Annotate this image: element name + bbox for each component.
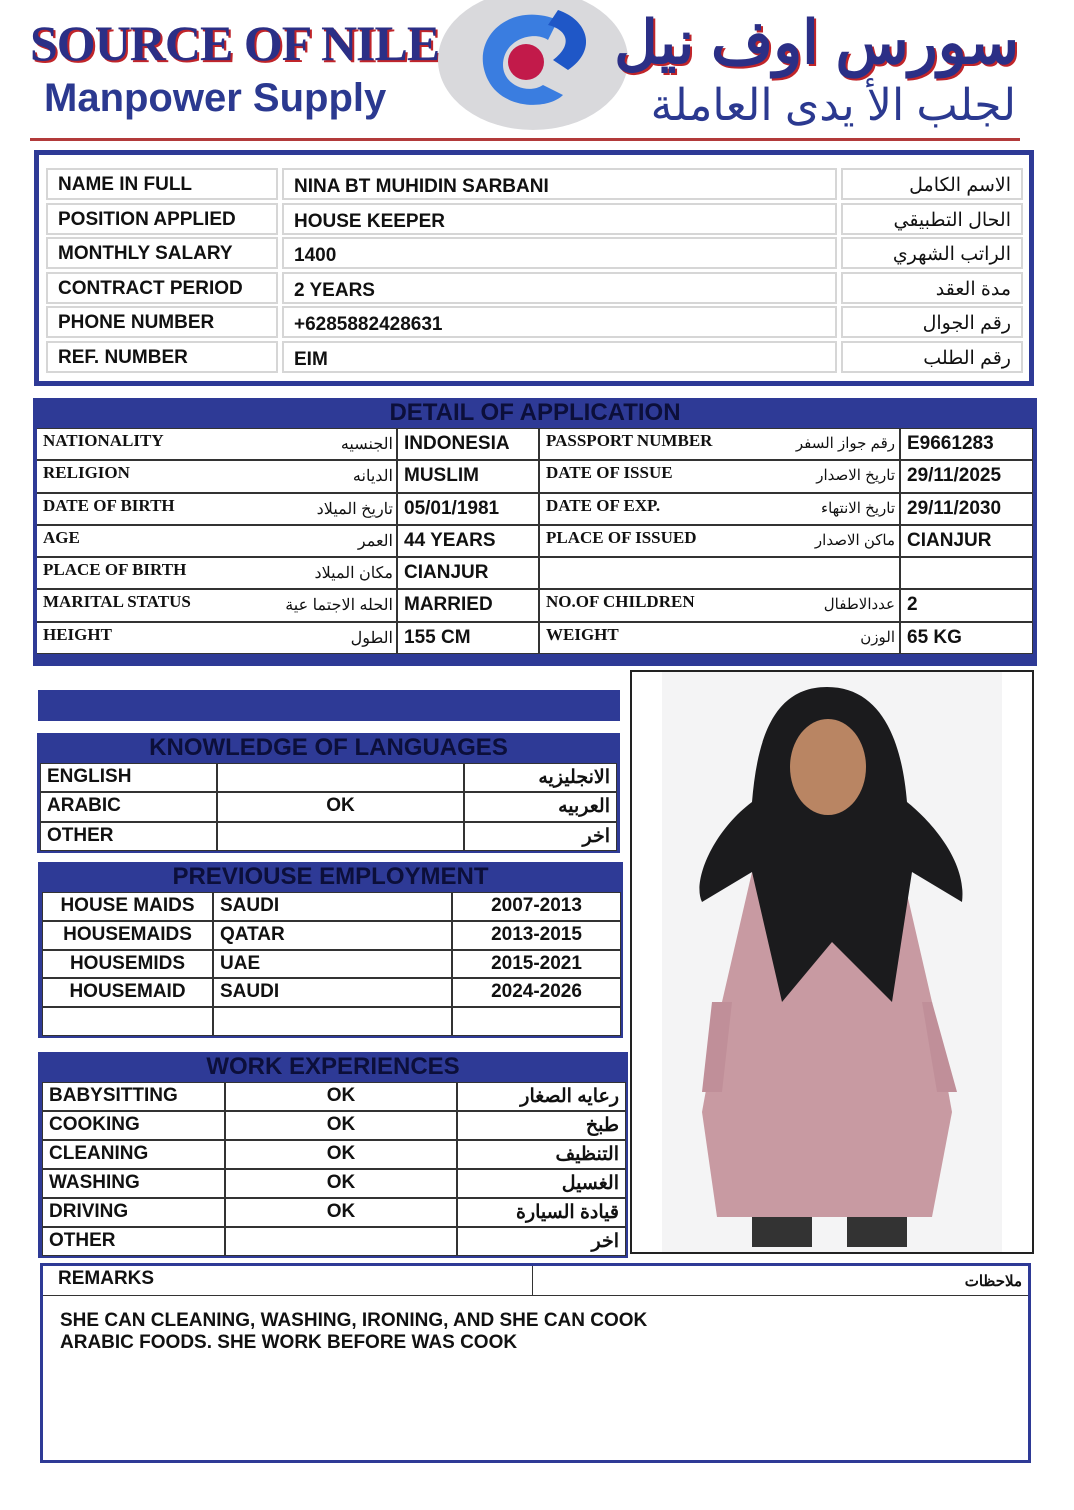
experience-value: OK bbox=[225, 1169, 457, 1198]
languages-value bbox=[217, 822, 464, 851]
field-label: WEIGHT bbox=[539, 622, 900, 654]
experience-label: WASHING bbox=[42, 1169, 225, 1198]
languages-ar: العربيه bbox=[464, 792, 617, 821]
logo-subtitle-ar: لجلب الأ يدى العاملة bbox=[650, 81, 1016, 130]
experience-ar: رعايه الصغار bbox=[457, 1082, 626, 1111]
employment-position: HOUSEMAIDS bbox=[42, 921, 213, 950]
summary-box bbox=[34, 150, 1034, 386]
field-label: RELIGION bbox=[37, 460, 397, 492]
remarks-line: SHE CAN CLEANING, WASHING, IRONING, AND SHE CAN COOK bbox=[60, 1310, 648, 1331]
field-value: 155 CM bbox=[397, 622, 539, 654]
field-label-ar: الحال التطبيقي bbox=[841, 203, 1023, 235]
remarks-label: REMARKS bbox=[43, 1266, 533, 1296]
field-value: MARRIED bbox=[397, 589, 539, 621]
section-title: DETAIL OF APPLICATION bbox=[389, 399, 681, 426]
field-label: PHONE NUMBER bbox=[46, 306, 278, 338]
field-value: 29/11/2025 bbox=[900, 460, 1033, 492]
employment-country: SAUDI bbox=[213, 892, 452, 921]
experience-ar: طبخ bbox=[457, 1111, 626, 1140]
employment-position: HOUSEMAID bbox=[42, 978, 213, 1007]
field-label: CONTRACT PERIOD bbox=[46, 272, 278, 304]
field-label-ar: الجنسيه bbox=[340, 436, 393, 453]
languages-label: ARABIC bbox=[40, 792, 217, 821]
field-label: HEIGHT bbox=[37, 622, 397, 654]
experience-value: OK bbox=[225, 1111, 457, 1140]
experience-ar: قيادة السيارة bbox=[457, 1198, 626, 1227]
experience-value bbox=[225, 1227, 457, 1256]
field-value: MUSLIM bbox=[397, 460, 539, 492]
section-title: KNOWLEDGE OF LANGUAGES bbox=[149, 734, 508, 761]
applicant-photo bbox=[630, 670, 1034, 1254]
experience-label: CLEANING bbox=[42, 1140, 225, 1169]
field-value: HOUSE KEEPER bbox=[282, 203, 837, 235]
employment-period bbox=[452, 1007, 621, 1036]
field-value: 65 KG bbox=[900, 622, 1033, 654]
logo-text-en: SOURCE OF NILE bbox=[30, 15, 440, 71]
field-label: MONTHLY SALARY bbox=[46, 237, 278, 269]
field-label: MARITAL STATUS bbox=[37, 589, 397, 621]
field-label-ar: الطول bbox=[350, 629, 393, 647]
employment-period: 2007-2013 bbox=[452, 892, 621, 921]
experience-ar: الغسيل bbox=[457, 1169, 626, 1198]
field-label: DATE OF EXP. bbox=[539, 493, 900, 525]
experience-label: DRIVING bbox=[42, 1198, 225, 1227]
experience-value: OK bbox=[225, 1082, 457, 1111]
field-label-ar: تاريخ الاصدار bbox=[816, 467, 895, 485]
field-label-ar: ماكن الاصدار bbox=[814, 531, 895, 549]
employment-period: 2013-2015 bbox=[452, 921, 621, 950]
experience-label: COOKING bbox=[42, 1111, 225, 1140]
field-value: +6285882428631 bbox=[282, 306, 837, 338]
experience-ar: التنظيف bbox=[457, 1140, 626, 1169]
languages-ar: اخر bbox=[464, 822, 617, 851]
employment-position bbox=[42, 1007, 213, 1036]
field-label: AGE bbox=[37, 525, 397, 557]
field-label-ar: رقم الجوال bbox=[841, 306, 1023, 338]
field-label bbox=[539, 557, 900, 589]
field-label-ar: تاريخ الميلاد bbox=[316, 500, 393, 518]
field-label-ar: عددالاطفال bbox=[823, 596, 895, 614]
field-value: E9661283 bbox=[900, 428, 1033, 460]
field-value bbox=[900, 557, 1033, 589]
field-value: 2 bbox=[900, 589, 1033, 621]
field-label-ar: الراتب الشهري bbox=[841, 237, 1023, 269]
employment-country: QATAR bbox=[213, 921, 452, 950]
employment-period: 2015-2021 bbox=[452, 950, 621, 979]
experience-label: OTHER bbox=[42, 1227, 225, 1256]
field-label-ar: العمر bbox=[357, 532, 393, 550]
field-label: PLACE OF BIRTH bbox=[37, 557, 397, 589]
field-label: PASSPORT NUMBER bbox=[539, 428, 900, 460]
logo-subtitle-en: Manpower Supply bbox=[44, 76, 387, 120]
field-value: 05/01/1981 bbox=[397, 493, 539, 525]
field-label-ar: تاريخ الانتهاء bbox=[821, 499, 895, 517]
languages-label: ENGLISH bbox=[40, 763, 217, 792]
employment-country: UAE bbox=[213, 950, 452, 979]
field-label-ar: الاسم الكامل bbox=[841, 168, 1023, 200]
field-value: CIANJUR bbox=[900, 525, 1033, 557]
header-divider bbox=[30, 138, 1020, 141]
languages-value bbox=[217, 763, 464, 792]
field-label-ar: مدة العقد bbox=[841, 272, 1023, 304]
languages-ar: الانجليزيه bbox=[464, 763, 617, 792]
remarks-box bbox=[40, 1263, 1031, 1463]
field-label-ar: الديانه bbox=[352, 468, 393, 486]
company-emblem-icon bbox=[438, 0, 628, 130]
experience-value: OK bbox=[225, 1198, 457, 1227]
field-value: INDONESIA bbox=[397, 428, 539, 460]
employment-position: HOUSE MAIDS bbox=[42, 892, 213, 921]
field-label-ar: رقم جواز السفر bbox=[795, 435, 895, 452]
field-value: 44 YEARS bbox=[397, 525, 539, 557]
field-label: PLACE OF ISSUED bbox=[539, 525, 900, 557]
employment-position: HOUSEMIDS bbox=[42, 950, 213, 979]
field-label-ar: مكان الميلاد bbox=[314, 565, 393, 583]
experience-value: OK bbox=[225, 1140, 457, 1169]
logo-text-ar: سورس اوف نيل bbox=[614, 9, 1019, 76]
field-label: REF. NUMBER bbox=[46, 341, 278, 373]
experience-ar: اخر bbox=[457, 1227, 626, 1256]
section-title: PREVIOUSE EMPLOYMENT bbox=[172, 863, 489, 890]
employment-country: SAUDI bbox=[213, 978, 452, 1007]
field-value: NINA BT MUHIDIN SARBANI bbox=[282, 168, 837, 200]
section-title: WORK EXPERIENCES bbox=[206, 1053, 460, 1080]
detail-section bbox=[33, 398, 1037, 666]
field-value: EIM bbox=[282, 341, 837, 373]
languages-value: OK bbox=[217, 792, 464, 821]
field-label: NATIONALITY bbox=[37, 428, 397, 460]
field-value: 29/11/2030 bbox=[900, 493, 1033, 525]
employment-country bbox=[213, 1007, 452, 1036]
field-value: 1400 bbox=[282, 237, 837, 269]
employment-section bbox=[38, 862, 623, 1038]
field-label: DATE OF BIRTH bbox=[37, 493, 397, 525]
field-label-ar: الحله الاجتما عية bbox=[285, 597, 393, 615]
field-label: NO.OF CHILDREN bbox=[539, 589, 900, 621]
languages-section bbox=[37, 733, 620, 853]
field-label-ar: رقم الطلب bbox=[841, 341, 1023, 373]
remarks-label-ar: ملاحظات bbox=[533, 1266, 1028, 1296]
employment-period: 2024-2026 bbox=[452, 978, 621, 1007]
field-value: CIANJUR bbox=[397, 557, 539, 589]
remarks-line: ARABIC FOODS. SHE WORK BEFORE WAS COOK bbox=[60, 1332, 518, 1353]
field-label-ar: الوزن bbox=[860, 628, 895, 646]
field-label: POSITION APPLIED bbox=[46, 203, 278, 235]
field-label: DATE OF ISSUE bbox=[539, 460, 900, 492]
field-value: 2 YEARS bbox=[282, 272, 837, 304]
field-label: NAME IN FULL bbox=[46, 168, 278, 200]
experience-label: BABYSITTING bbox=[42, 1082, 225, 1111]
experience-section bbox=[38, 1052, 628, 1258]
languages-label: OTHER bbox=[40, 822, 217, 851]
blank-band bbox=[38, 690, 620, 721]
